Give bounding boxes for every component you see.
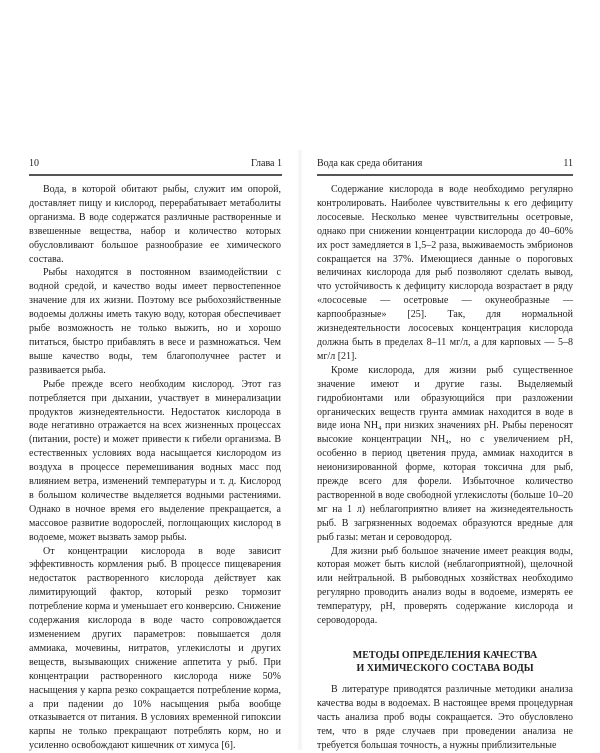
paragraph: Рыбы находятся в постоянном взаимодействии с водной средой, и качество воды имеет первостепенное значение для их жизни. Поэтому все рыбохозяйственные водоемы должны иметь такую воду, которая обеспечивает рыбе возможность не только выжить, но и хорошо питаться, быстро прибавлять в весе и размножаться. Чем выше качество воды, тем благополучнее растет и развивается рыба.: [29, 267, 281, 376]
page-body: [29, 183, 281, 753]
section-title: Вода как среда обитания: [317, 158, 423, 169]
paragraph: Содержание кислорода в воде необходимо регулярно контролировать. Наиболее чувствительны к его дефициту лососевые. Несколько менее чувствительны осетровые, однако при снижении концентрации кислорода до 40–60% их рост замедляется в 1,5–2 раза, выживаемость эмбрионов сокращается на 37%. Имеющиеся данные о пороговых величинах кислорода для рыб позволяют сделать вывод, что устойчивость к дефициту кислорода возрастает в ряду «лососевые — осетровые — окунеобразные — карпообразные» [25]. Так, для нормальной жизнедеятельности лососевых концентрация кислорода должна быть в пределах 8–11 мг/л, а для карповых — 5–8 мг/л [21].: [317, 184, 573, 362]
right-page: [303, 0, 600, 750]
section-heading-line: И ХИМИЧЕСКОГО СОСТАВА ВОДЫ: [356, 662, 534, 674]
paragraph: В литературе приводятся различные методики анализа качества воды в водоемах. В настоящее время процедурная часть анализа проб воды сокращается. Это обусловлено тем, что в ряде случаев при проведении анализа не требуется большая точность, а нужны приблизительные: [317, 684, 573, 751]
paragraph: Для жизни рыб большое значение имеет реакция воды, которая может быть кислой (неблагоприятной), щелочной или нейтральной. В рыбоводных хозяйствах необходимо регулярно проводить анализ воды в водоеме, измерять ее температуру, pH, проверять содержание кислорода и сероводорода.: [317, 545, 573, 627]
page-body: [317, 183, 573, 753]
chapter-title: Глава 1: [251, 158, 282, 169]
paragraph: От концентрации кислорода в воде зависит эффективность кормления рыб. В процессе пищеварения недостаток растворенного кислорода действует как лимитирующий фактор, который резко тормозит потребление корма и уменьшает его конверсию. Снижение содержания кислорода в воде часто сопровождается изменением других параметров: повышается доля аммиака, мочевины, нитратов, углекислоты и других веществ, вызывающих снижение аппетита у рыб. При концентрации растворенного кислорода ниже 50% насыщения у карпа резко сокращается потребление корма, а при падении до 10% насыщения рыба вообще отказывается от питания. В условиях временной гипоксии карпы не только прекращают потреблять корм, но и усиленно освобождают кишечник от химуса [6].: [29, 545, 281, 752]
running-header: [317, 158, 573, 176]
section-heading: [317, 650, 573, 675]
page-number: 11: [563, 158, 573, 169]
page-number: 10: [29, 158, 39, 169]
left-page: [0, 0, 297, 750]
paragraph: Кроме кислорода, для жизни рыб существенное значение имеют и другие газы. Выделяемый гидробионтами или образующийся при разложении органических веществ грунта аммиак находится в воде в виде иона NH₄ при низких значениях pH. Рыбы переносят высокие концентрации NH₄, но с увеличением pH, особенно в период цветения пруда, аммиак находится в неионизированной форме, которая токсична для рыб, прежде всего для форели. Избыточное количество растворенной в воде свободной углекислоты (больше 10–20 мг на 1 л) неблагоприятно влияет на жизнедеятельность рыб. В загрязненных водоемах образуются вредные для рыб газы: метан и сероводород.: [317, 364, 573, 543]
running-header: [29, 158, 282, 176]
paragraph: Рыбе прежде всего необходим кислород. Этот газ потребляется при дыхании, участвует в минерализации продуктов жизнедеятельности. Недостаток кислорода в воде негативно отражается на всех жизненных процессах (питании, росте) и может привести к гибели организма. В естественных условиях вода насыщается кислородом из воздуха в процессе перемешивания водных масс под влиянием ветра, изменений температуры и т. д. Кислород в большом количестве выделяется водными растениями. Однако в ночное время его выделение прекращается, а массовое развитие водорослей, поглощающих кислород в водоеме, может вызвать замор рыбы.: [29, 378, 281, 543]
paragraph: Вода, в которой обитают рыбы, служит им опорой, доставляет пищу и кислород, перерабатывает метаболиты организма. В воде содержатся различные растворенные и взвешенные вещества, набор и количество которых обусловливают большое разнообразие ее химического состава.: [29, 184, 281, 265]
section-heading-line: МЕТОДЫ ОПРЕДЕЛЕНИЯ КАЧЕСТВА: [352, 650, 538, 661]
